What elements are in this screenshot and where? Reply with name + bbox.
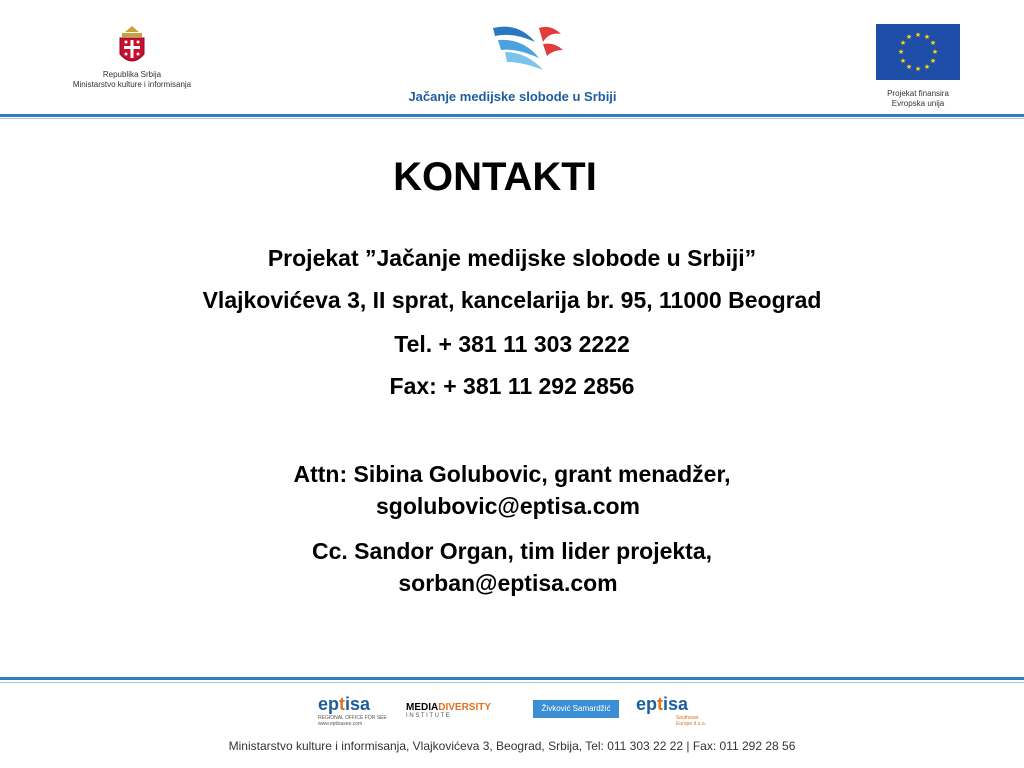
cc-email: sorban@eptisa.com xyxy=(398,570,618,596)
attn-email: sgolubovic@eptisa.com xyxy=(376,493,640,519)
svg-text:★: ★ xyxy=(897,48,905,56)
page-title: KONTAKTI xyxy=(393,155,597,199)
phone-line: Tel. + 381 11 303 2222 xyxy=(394,331,630,357)
project-logo xyxy=(400,20,625,104)
header-divider xyxy=(0,114,1024,117)
zivkovic-samardzic-logo: Živković Samardžić xyxy=(533,700,619,718)
serbia-coat-of-arms-icon xyxy=(117,24,147,70)
partner-logos xyxy=(318,694,718,734)
ministry-label: Ministarstvo kulture i informisanja xyxy=(72,80,192,89)
attn-line: Attn: Sibina Golubovic, grant menadžer, xyxy=(293,461,731,487)
serbia-ministry-logo xyxy=(62,24,202,90)
eu-funding-label: Projekat finansira xyxy=(887,89,949,98)
cc-line: Cc. Sandor Organ, tim lider projekta, xyxy=(311,538,713,564)
project-name-line: Projekat ”Jačanje medijske slobode u Srbiji” xyxy=(267,245,757,271)
wave-bird-icon xyxy=(443,20,583,82)
eu-flag-icon xyxy=(876,24,960,80)
eu-name-label: Evropska unija xyxy=(891,99,945,108)
eptisa-regional-logo: eptisa REGIONAL OFFICE FOR SEE www.eptisasee.com xyxy=(318,694,387,727)
svg-text:★: ★ xyxy=(929,39,937,47)
svg-text:★: ★ xyxy=(899,57,907,65)
svg-text:★: ★ xyxy=(923,63,931,71)
svg-text:★: ★ xyxy=(905,33,913,41)
eptisa-see-logo: eptisa Southeast Europe d.o.o. xyxy=(636,694,707,727)
footer-divider-thin xyxy=(0,682,1024,683)
project-tagline: Jačanje medijske slobode u Srbiji xyxy=(408,89,617,104)
svg-text:★: ★ xyxy=(899,39,907,47)
footer-contact-text: Ministarstvo kulture i informisanja, Vlajkovićeva 3, Beograd, Srbija, Tel: 011 303 22 22 | Fax: 011 292 28 56 xyxy=(228,739,796,753)
fax-line: Fax: + 381 11 292 2856 xyxy=(389,373,635,399)
svg-text:★: ★ xyxy=(914,65,922,73)
svg-text:★: ★ xyxy=(905,63,913,71)
media-diversity-logo: MEDIADIVERSITY I N S T I T U T E xyxy=(406,702,492,719)
svg-text:★: ★ xyxy=(929,57,937,65)
svg-text:★: ★ xyxy=(931,48,939,56)
svg-text:★: ★ xyxy=(914,31,922,39)
address-line: Vlajkovićeva 3, II sprat, kancelarija br. 95, 11000 Beograd xyxy=(202,287,822,313)
eu-funding-logo xyxy=(872,24,964,109)
header-divider-thin xyxy=(0,118,1024,119)
serbia-label: Republika Srbija xyxy=(102,70,162,79)
footer-divider xyxy=(0,677,1024,680)
svg-text:★: ★ xyxy=(923,33,931,41)
